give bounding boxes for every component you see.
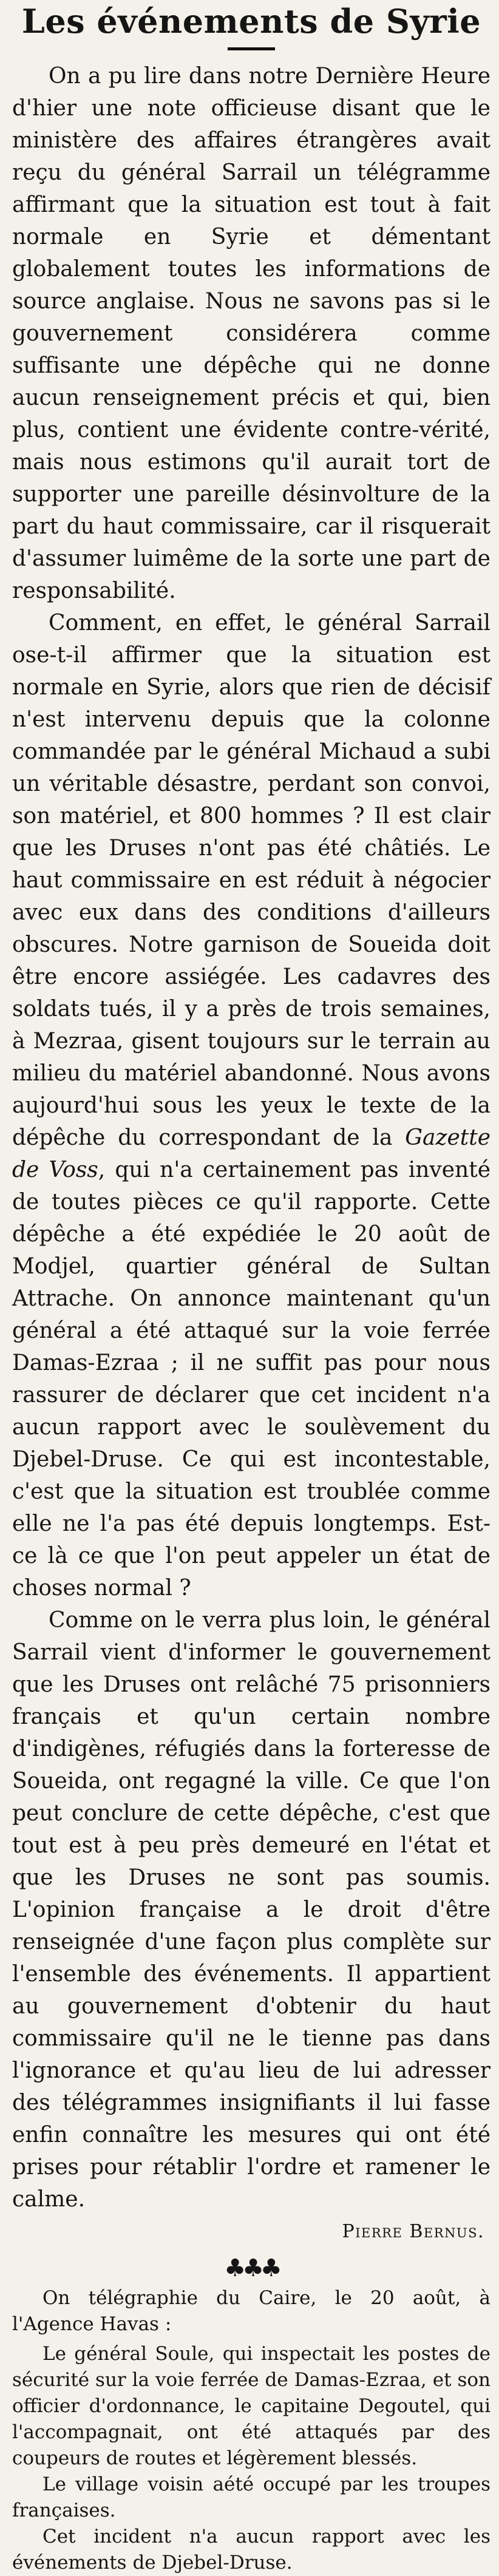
author-signature: Pierre Bernus. bbox=[342, 2221, 484, 2242]
article-paragraph-2 bbox=[12, 607, 491, 1604]
article-paragraph-3: Comme on le verra plus loin, le général Sarrail vient d'informer le gouvernement que les Druses ont relâché 75 prisonniers français et qu'un certain nombre d'indigènes, réfugiés dans la forteresse de Soueida, ont regagné la ville. Ce que l'on peut conclure de cette dépêche, c'est que tout est à peu près demeuré en l'état et que les Druses ne sont pas soumis. L'opinion française a le droit d'être renseignée d'une façon plus complète sur l'ensemble des événements. Il appartient au gouvernement d'obtenir du haut commissaire qu'il ne le tienne pas dans l'ignorance et qu'au lieu de lui adresser des télégrammes insignifiants il lui fasse enfin connaître les mesures qui ont été prises pour rétablir l'ordre et ramener le calme. bbox=[12, 1608, 491, 2212]
paragraph-2-text: Comment, en effet, le général Sarrail ose-t-il affirmer que la situation est normale en Syrie, alors que rien de décisif n'est intervenu depuis que la colonne commandée par le général Michaud a subi un véritable désastre, perdant son convoi, son matériel, et 800 hommes ? Il est clair que les Druses n'ont pas été châtiés. Le haut commissaire en est réduit à négocier avec eux dans des conditions d'ailleurs obscures. Notre garnison de Soueida doit être encore assiégée. Les cadavres des soldats tués, il y a près de trois semaines, à Mezraa, gisent toujours sur le terrain au milieu du matériel abandonné. Nous avons aujourd'hui sous les yeux le texte de la dépêche du correspondant de la bbox=[12, 611, 491, 1150]
section-ornament: ♣♣♣ bbox=[224, 2254, 279, 2282]
dispatch-paragraph-1: Le général Soule, qui inspectait les postes de sécurité sur la voie ferrée de Damas-Ezraa, et son officier d'ordonnance, le capitaine Degoutel, qui l'accompagnait, ont été attaqués par des coupeurs de routes et légèrement blessés. bbox=[12, 2343, 491, 2469]
article-title: Les événements de Syrie bbox=[21, 2, 481, 41]
dispatch-paragraph-2: Le village voisin aété occupé par les troupes françaises. bbox=[12, 2473, 491, 2521]
dispatch-paragraph-3: Cet incident n'a aucun rapport avec les événements de Djebel-Druse. bbox=[12, 2526, 491, 2574]
gazette-name: Gazette de Voss bbox=[12, 1125, 491, 1182]
title-rule bbox=[228, 47, 275, 50]
article-body bbox=[12, 60, 491, 2215]
havas-dispatch bbox=[12, 2285, 491, 2576]
dispatch-intro: On télégraphie du Caire, le 20 août, à l'Agence Havas : bbox=[12, 2287, 491, 2335]
article-paragraph-1: On a pu lire dans notre Dernière Heure d'hier une note officieuse disant que le ministère des affaires étrangères avait reçu du général Sarrail un télégramme affirmant que la situation est tout à fait normale en Syrie et démentant globalement toutes les informations de source anglaise. Nous ne savons pas si le gouvernement considérera comme suffisante une dépêche qui ne donne aucun renseignement précis et qui, bien plus, contient une évidente contre-vérité, mais nous estimons qu'il aurait tort de supporter une pareille désinvolture de la part du haut commissaire, car il risquerait d'assumer luimême de la sorte une part de responsabilité. bbox=[12, 64, 491, 603]
paragraph-2-tail: , qui n'a certainement pas inventé de toutes pièces ce qu'il rapporte. Cette dépêche a été expédiée le 20 août de Modjel, quartier général de Sultan Attrache. On annonce maintenant qu'un général a été attaqué sur la voie ferrée Damas-Ezraa ; il ne suffit pas pour nous rassurer de déclarer que cet incident n'a aucun rapport avec le soulèvement du Djebel-Druse. Ce qui est incontestable, c'est que la situation est troublée comme elle ne l'a pas été depuis longtemps. Est-ce là ce que l'on peut appeler un état de choses normal ? bbox=[12, 1158, 491, 1601]
newspaper-page bbox=[0, 2, 499, 2574]
